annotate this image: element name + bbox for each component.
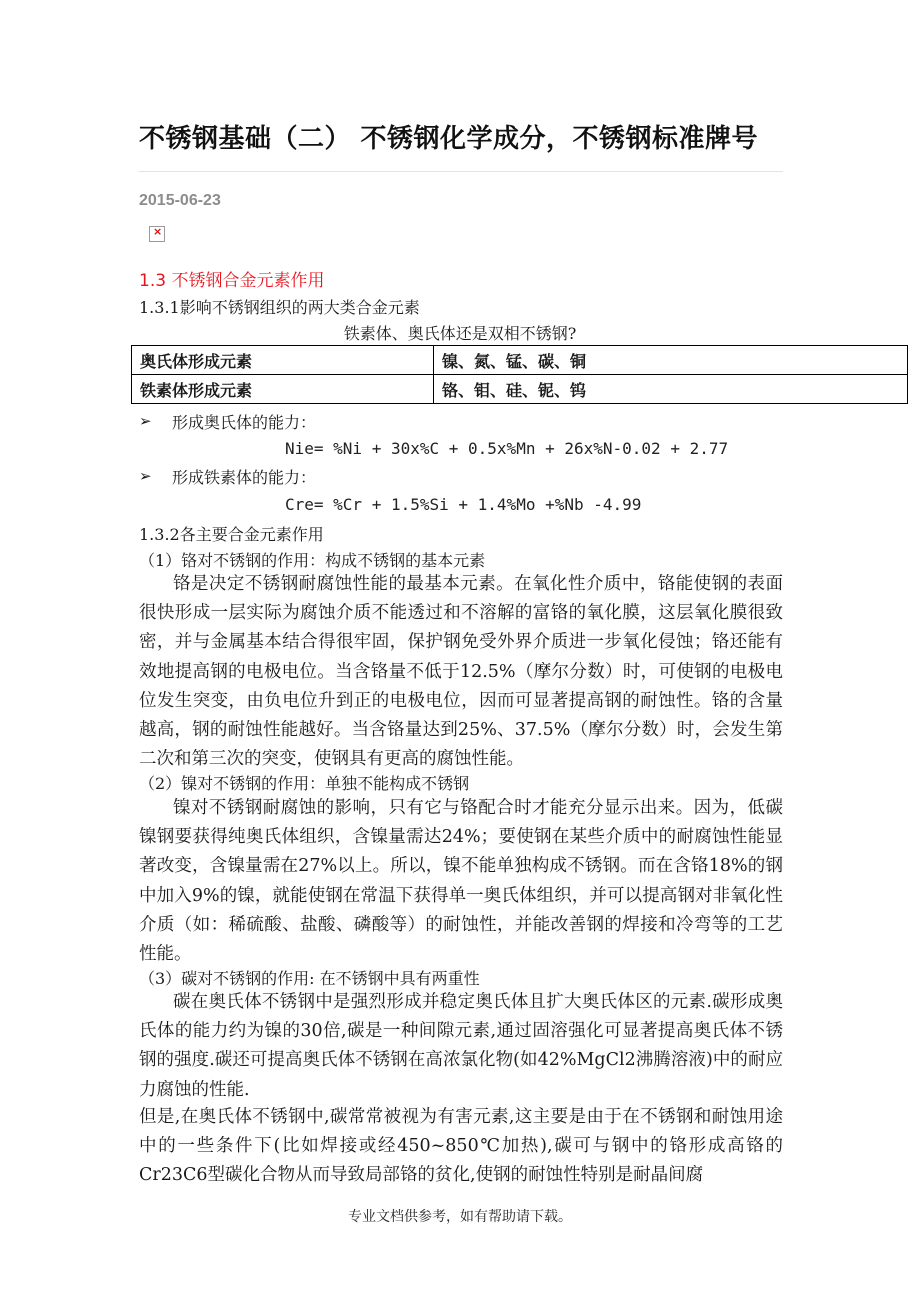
carbon-heading: （3）碳对不锈钢的作用: 在不锈钢中具有两重性	[139, 969, 480, 988]
table-cell-label: 铁素体形成元素	[132, 375, 434, 404]
carbon-paragraph-2: 但是,在奥氏体不锈钢中,碳常常被视为有害元素,这主要是由于在不锈钢和耐蚀用途中的一些条件下(比如焊接或经450~850℃加热),碳可与钢中的铬形成高铬的Cr23C6型碳化合物从而导致局部铬的贫化,使钢的耐蚀性特别是耐晶间腐	[139, 1107, 783, 1186]
table-row	[132, 375, 908, 404]
article-title: 不锈钢基础（二） 不锈钢化学成分，不锈钢标准牌号	[139, 124, 759, 154]
broken-image-glyph: ×	[153, 225, 163, 238]
chromium-heading: （1）铬对不锈钢的作用：构成不锈钢的基本元素	[139, 551, 486, 570]
arrow-bullet-icon: ➢	[139, 467, 152, 485]
nickel-paragraph: 镍对不锈钢耐腐蚀的影响，只有它与铬配合时才能充分显示出来。因为，低碳镍钢要获得纯奥氏体组织，含镍量需达24%；要使钢在某些介质中的耐腐蚀性能显著改变，含镍量需在27%以上。所以，镍不能单独构成不锈钢。而在含铬18%的钢中加入9%的镍，就能使钢在常温下获得单一奥氏体组织，并可以提高钢对非氧化性介质（如：稀硫酸、盐酸、磷酸等）的耐蚀性，并能改善钢的焊接和冷弯等的工艺性能。	[139, 798, 783, 965]
arrow-bullet-icon: ➢	[139, 412, 152, 430]
broken-image-icon	[149, 226, 165, 242]
title-divider	[139, 171, 783, 172]
table-caption: 铁素体、奥氏体还是双相不锈钢?	[343, 324, 577, 343]
section-heading-1-3-2: 1.3.2各主要合金元素作用	[139, 525, 324, 544]
bullet-text: 形成奥氏体的能力：	[172, 413, 317, 432]
nickel-heading: （2）镍对不锈钢的作用：单独不能构成不锈钢	[139, 774, 470, 793]
table-cell-value: 镍、氮、锰、碳、铜	[434, 346, 908, 375]
article-date: 2015-06-23	[139, 192, 221, 209]
chromium-paragraph: 铬是决定不锈钢耐腐蚀性能的最基本元素。在氧化性介质中，铬能使钢的表面很快形成一层实际为腐蚀介质不能透过和不溶解的富铬的氧化膜，这层氧化膜很致密，并与金属基本结合得很牢固，保护钢免受外界介质进一步氧化侵蚀；铬还能有效地提高钢的电极电位。当含铬量不低于12.5%（摩尔分数）时，可使钢的电极电位发生突变，由负电位升到正的电极电位，因而可显著提高钢的耐蚀性。铬的含量越高，钢的耐蚀性能越好。当含铬量达到25%、37.5%（摩尔分数）时，会发生第二次和第三次的突变，使钢具有更高的腐蚀性能。	[139, 574, 783, 770]
page-footer: 专业文档供参考，如有帮助请下载。	[348, 1209, 572, 1225]
carbon-paragraph: 碳在奥氏体不锈钢中是强烈形成并稳定奥氏体且扩大奥氏体区的元素.碳形成奥氏体的能力约为镍的30倍,碳是一种间隙元素,通过固溶强化可显著提高奥氏体不锈钢的强度.碳还可提高奥氏体不锈钢在高浓氯化物(如42%MgCl2沸腾溶液)中的耐应力腐蚀的性能.	[139, 992, 783, 1100]
ferrite-formula: Cre= %Cr + 1.5%Si + 1.4%Mo +%Nb -4.99	[285, 495, 642, 514]
table-row	[132, 346, 908, 375]
section-heading-1-3-1: 1.3.1影响不锈钢组织的两大类合金元素	[139, 298, 420, 317]
austenite-formula: Nie= %Ni + 30x%C + 0.5x%Mn + 26x%N-0.02 + 2.77	[285, 439, 729, 458]
alloy-element-table	[131, 345, 908, 404]
table-cell-value: 铬、钼、硅、铌、钨	[434, 375, 908, 404]
section-heading-1-3: 1.3 不锈钢合金元素作用	[139, 271, 325, 291]
bullet-text: 形成铁素体的能力：	[172, 468, 317, 487]
table-cell-label: 奥氏体形成元素	[132, 346, 434, 375]
